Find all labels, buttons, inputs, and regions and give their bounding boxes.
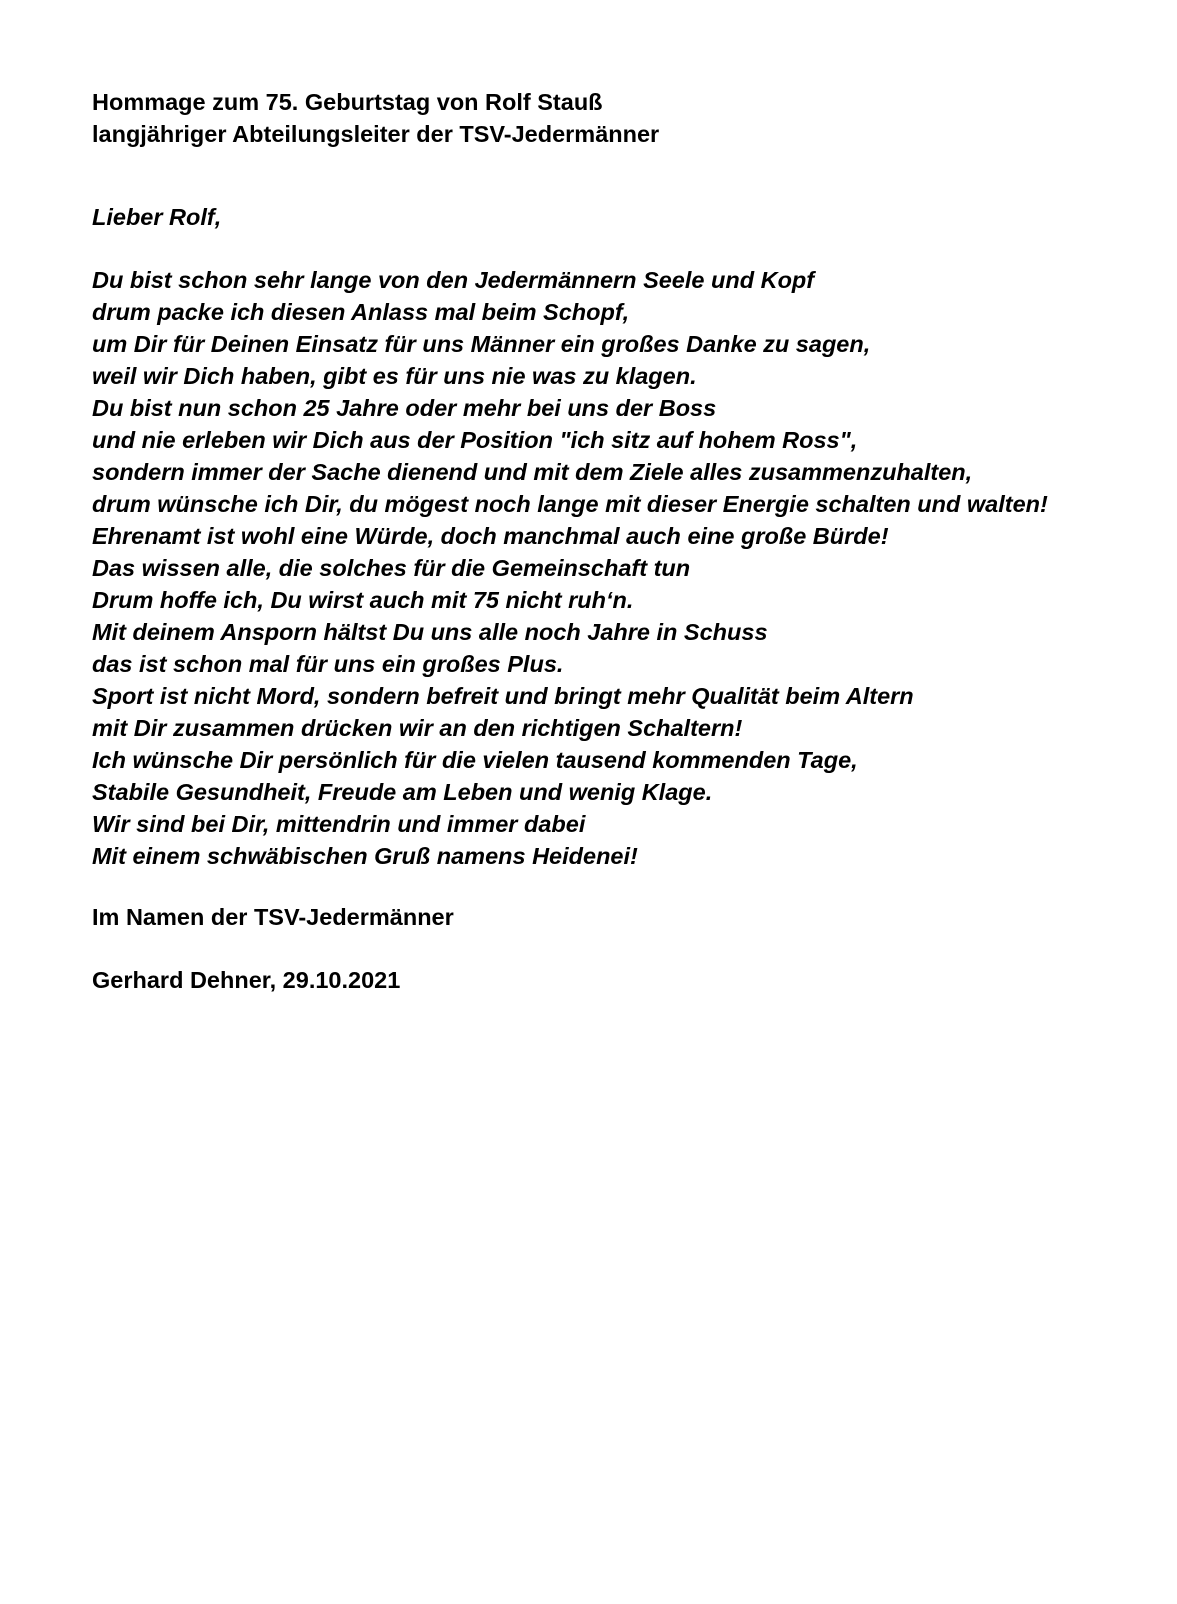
poem-line: Ich wünsche Dir persönlich für die vielen tausend kommenden Tage,	[92, 747, 858, 773]
poem-line: Du bist nun schon 25 Jahre oder mehr bei uns der Boss	[92, 395, 717, 421]
salutation: Lieber Rolf,	[92, 204, 222, 230]
poem-line: Du bist schon sehr lange von den Jedermännern Seele und Kopf	[92, 267, 815, 293]
poem-line: Stabile Gesundheit, Freude am Leben und wenig Klage.	[92, 779, 713, 805]
document-title-line: Hommage zum 75. Geburtstag von Rolf Stauß	[92, 89, 603, 115]
document-title	[92, 86, 1137, 150]
poem-line: drum wünsche ich Dir, du mögest noch lange mit dieser Energie schalten und walten!	[92, 491, 1048, 517]
poem-line: Mit einem schwäbischen Gruß namens Heidenei!	[92, 843, 638, 869]
poem-line: weil wir Dich haben, gibt es für uns nie was zu klagen.	[92, 363, 697, 389]
poem-line: mit Dir zusammen drücken wir an den richtigen Schaltern!	[92, 715, 743, 741]
poem-line: um Dir für Deinen Einsatz für uns Männer ein großes Danke zu sagen,	[92, 331, 871, 357]
poem-line: das ist schon mal für uns ein großes Plus.	[92, 651, 564, 677]
poem-line: Sport ist nicht Mord, sondern befreit und bringt mehr Qualität beim Altern	[92, 683, 914, 709]
poem-line: Drum hoffe ich, Du wirst auch mit 75 nicht ruh‘n.	[92, 587, 634, 613]
signature-line: Gerhard Dehner, 29.10.2021	[92, 967, 401, 993]
poem	[92, 264, 1137, 872]
poem-line: und nie erleben wir Dich aus der Position "ich sitz auf hohem Ross",	[92, 427, 858, 453]
poem-line: Das wissen alle, die solches für die Gemeinschaft tun	[92, 555, 691, 581]
poem-line: Mit deinem Ansporn hältst Du uns alle noch Jahre in Schuss	[92, 619, 768, 645]
poem-line: drum packe ich diesen Anlass mal beim Schopf,	[92, 299, 630, 325]
poem-line: Ehrenamt ist wohl eine Würde, doch manchmal auch eine große Bürde!	[92, 523, 889, 549]
poem-line: sondern immer der Sache dienend und mit dem Ziele alles zusammenzuhalten,	[92, 459, 973, 485]
document-title-line: langjähriger Abteilungsleiter der TSV-Jedermänner	[92, 121, 660, 147]
closing-line: Im Namen der TSV-Jedermänner	[92, 904, 454, 930]
poem-line: Wir sind bei Dir, mittendrin und immer dabei	[92, 811, 586, 837]
